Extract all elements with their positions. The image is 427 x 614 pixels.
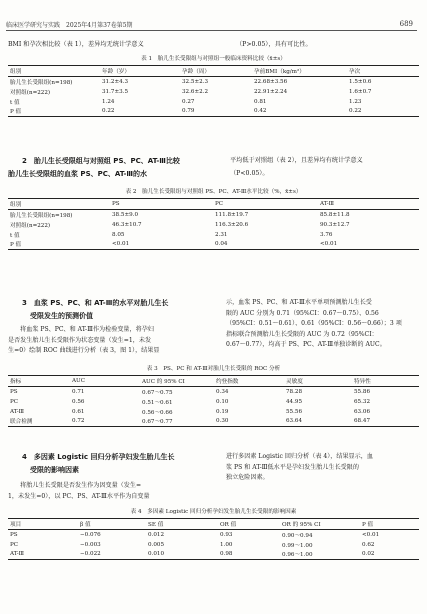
text-line: 浆 PS 和 AT-Ⅲ低水平是孕妇发生胎儿生长受限的 [226, 463, 359, 471]
page-number: 689 [399, 20, 413, 28]
table2 [8, 198, 419, 250]
table-cell: AT-Ⅲ [10, 408, 25, 415]
table-cell: 22.68±3.56 [254, 78, 288, 85]
table-cell: 90.3±12.7 [320, 221, 350, 228]
table-cell: <0.01 [318, 240, 419, 250]
table-cell: 0.72 [70, 417, 140, 427]
table-cell: 0.71 [72, 388, 85, 395]
table3-header: 约登指数 [214, 376, 284, 387]
table-row [8, 107, 419, 117]
table-cell: 0.19 [216, 408, 229, 415]
table-cell: 46.3±10.7 [112, 221, 142, 228]
table-row [8, 77, 419, 87]
table2-header: 组别 [8, 199, 110, 210]
section2-heading-line2: 胎儿生长受限组的血浆 PS、PC、AT-Ⅲ的水 [8, 170, 148, 178]
table-cell: −0.022 [78, 550, 146, 560]
table-cell: P 值 [8, 240, 110, 250]
table-row [8, 210, 419, 220]
table1 [8, 65, 419, 117]
table-cell: 1.00 [220, 541, 233, 548]
section3-heading-line1: 3 血浆 PS、PC、和 AT-Ⅲ的水平对胎儿生长 [22, 299, 169, 307]
text-line: 生=0）绘制 ROC 曲线进行分析（表 3，图 1），结果显 [8, 347, 160, 354]
table-cell: AT-Ⅲ [8, 550, 78, 560]
table-cell: 55.56 [286, 408, 303, 415]
table-cell: 0.99～1.00 [282, 542, 313, 549]
table-cell: 85.8±11.8 [320, 211, 350, 218]
table-cell: 对照组(n=222) [10, 89, 51, 96]
section4-right-text [226, 452, 373, 484]
table2-header: AT-Ⅲ [318, 199, 419, 210]
table-cell: 0.67～0.77 [140, 417, 214, 427]
table-row [8, 220, 419, 230]
table-row [8, 397, 419, 407]
table-cell: 0.67～0.75 [142, 389, 173, 396]
table2-header: PS [110, 199, 213, 210]
table-cell: 2.31 [215, 231, 228, 238]
table-row [8, 530, 419, 540]
table4-header: 项目 [8, 519, 78, 530]
section4-left-text [8, 481, 150, 502]
table1-header: 孕前BMI（kg/m²） [252, 66, 347, 77]
table-cell: 44.95 [286, 398, 303, 405]
table-cell: 0.62 [362, 541, 375, 548]
text-line: 指标联合预测胎儿生长受限的 AUC 为 0.72（95%CI： [226, 330, 378, 338]
text-line: 独立危险因素。 [226, 474, 269, 481]
table3-header: 指标 [8, 376, 70, 387]
section3-heading-line2: 受限发生的预测价值 [30, 312, 93, 320]
section4-heading-line1: 4 多因素 Logistic 回归分析孕妇发生胎儿生长 [22, 453, 175, 461]
table-cell: 0.81 [254, 98, 267, 105]
table-cell: 65.32 [354, 398, 371, 405]
table3-caption: 表 3 PS、PC 和 AT-Ⅲ对胎儿生长受限的 ROC 分析 [146, 366, 281, 372]
table3-header: 特异性 [352, 376, 419, 387]
table-cell: 0.010 [146, 550, 218, 560]
table-row [8, 230, 419, 240]
table-cell: 32.5±2.3 [182, 78, 209, 85]
table-row [8, 97, 419, 107]
table-cell: 0.012 [148, 531, 165, 538]
running-header [6, 20, 413, 30]
table-row [8, 540, 419, 550]
table3 [8, 375, 419, 427]
table-cell: 0.51～0.61 [142, 399, 173, 406]
table3-header: AUC 的 95% CI [140, 376, 214, 387]
table-cell: 63.06 [354, 408, 371, 415]
table4-header-row [8, 519, 419, 530]
table-cell: PS [10, 531, 18, 538]
table4-header: OR 值 [218, 519, 280, 530]
table-cell: PS [10, 388, 18, 395]
text-line: 限的 AUC 分别为 0.71（95%CI：0.67～0.75）、0.56 [226, 309, 379, 317]
table-cell: 31.7±3.5 [102, 88, 129, 95]
text-line: 将胎儿生长受限是否发生作为因变量（发生= [8, 482, 142, 489]
table-cell: 116.3±20.6 [215, 221, 249, 228]
table2-caption: 表 2 胎儿生长受限组与对照组 PS、PC、AT-Ⅲ水平比较（%，x̄±s） [125, 189, 302, 195]
section2-heading-line1: 2 胎儿生长受限组与对照组 PS、PC、AT-Ⅲ比较 [22, 157, 180, 165]
text-line: 进行多因素 Logistic 回归分析（表 4），结果显示，血 [226, 453, 373, 460]
section3-right-text [226, 298, 402, 351]
table4-header: P 值 [360, 519, 419, 530]
table-row [8, 407, 419, 417]
table-cell: 68.47 [352, 417, 419, 427]
table-cell: 0.79 [180, 107, 252, 117]
table2-header-row [8, 199, 419, 210]
table3-header: 灵敏度 [284, 376, 352, 387]
table-cell: 1.5±0.6 [349, 78, 372, 85]
table-row [8, 240, 419, 250]
table3-header-row [8, 376, 419, 387]
table-cell: 8.05 [112, 231, 125, 238]
table-cell: 0.98 [218, 550, 280, 560]
table-cell: 0.10 [216, 398, 229, 405]
table-cell: 0.90～0.94 [282, 532, 313, 539]
table-cell: 0.005 [148, 541, 165, 548]
table-cell: PC [10, 398, 19, 405]
table-cell: 55.86 [354, 388, 371, 395]
table-cell: 38.5±9.0 [112, 211, 139, 218]
table-cell: t 值 [10, 99, 20, 106]
text-line: 1，未发生=0），以 PC、PS、AT-Ⅲ水平作为自变量 [8, 492, 150, 500]
table-row [8, 417, 419, 427]
intro-line-left: BMI 和孕次相比较（表 1），差异均无统计学意义 [8, 41, 144, 48]
table-cell: P 值 [8, 107, 100, 117]
table-cell: 32.6±2.2 [182, 88, 209, 95]
text-line: 是否发生胎儿生长受限作为状态变量（发生=1，未发 [8, 336, 152, 344]
table-cell: PC [10, 541, 19, 548]
table4-header: β 值 [78, 519, 146, 530]
table-cell: 联合检测 [8, 417, 70, 427]
table-cell: 0.27 [182, 98, 195, 105]
table4 [8, 518, 419, 560]
table-cell: <0.01 [110, 240, 213, 250]
text-line: 示，血浆 PS、PC、和 AT-Ⅲ水平单项预测胎儿生长受 [226, 299, 372, 306]
table-cell: 0.02 [360, 550, 419, 560]
table-row [8, 550, 419, 560]
table1-header-row [8, 66, 419, 77]
table-cell: 对照组(n=222) [10, 222, 51, 229]
table3-header: AUC [70, 376, 140, 387]
header-rule [6, 30, 417, 31]
table-cell: 22.91±2.24 [254, 88, 288, 95]
table-cell: 胎儿生长受限组(n=198) [10, 79, 73, 86]
table-cell: 0.93 [220, 531, 233, 538]
table1-header: 孕次 [347, 66, 419, 77]
table-cell: 胎儿生长受限组(n=198) [10, 212, 73, 219]
table-cell: −0.003 [80, 541, 101, 548]
table1-header: 组别 [8, 66, 100, 77]
text-line: 将血浆 PS、PC、和 AT-Ⅲ作为检验变量，将孕妇 [8, 326, 154, 333]
table-cell: 1.23 [349, 98, 362, 105]
table-cell: 63.64 [284, 417, 352, 427]
section3-left-text [8, 325, 159, 357]
table4-caption: 表 4 多因素 Logistic 回归分析孕妇发生胎儿生长受限的影响因素 [130, 509, 297, 515]
table-cell: <0.01 [362, 531, 380, 538]
table-cell: 0.42 [252, 107, 347, 117]
table1-caption: 表 1 胎儿生长受限组与对照组一般临床资料比较（x̄±s） [141, 56, 286, 62]
table-cell: 0.04 [213, 240, 318, 250]
table-cell: 0.34 [216, 388, 229, 395]
section2-text-line2: （P<0.05）。 [230, 170, 269, 177]
table4-header: SE 值 [146, 519, 218, 530]
section2-text-line1: 平均低于对照组（表 2），且差异均有统计学意义 [230, 157, 363, 164]
table1-header: 孕龄（周） [180, 66, 252, 77]
table-cell: 31.2±4.3 [102, 78, 129, 85]
journal-name: 临床医学研究与实践 2025年4月第37卷第5期 [6, 22, 133, 29]
table2-header: PC [213, 199, 318, 210]
table1-header: 年龄（岁） [100, 66, 180, 77]
table-cell: 0.30 [214, 417, 284, 427]
table-cell: t 值 [10, 232, 20, 239]
text-line: （95%CI：0.51～0.61）、0.61（95%CI：0.56～0.66）；3 项 [226, 320, 402, 327]
table-cell: 111.8±19.7 [215, 211, 249, 218]
table-cell: 0.22 [100, 107, 180, 117]
table-cell: 1.6±0.7 [349, 88, 372, 95]
table-cell: 3.76 [320, 231, 333, 238]
table4-header: OR 的 95% CI [280, 519, 360, 530]
table-cell: 0.22 [347, 107, 419, 117]
intro-line-right: （P>0.05），具有可比性。 [236, 41, 312, 48]
section4-heading-line2: 受限的影响因素 [30, 466, 79, 474]
table-cell: 0.56～0.66 [142, 409, 173, 416]
table-row [8, 87, 419, 97]
table-cell: 0.61 [72, 408, 85, 415]
table-cell: 78.28 [286, 388, 303, 395]
table-cell: 0.56 [72, 398, 85, 405]
text-line: 0.67～0.77），均高于 PS、PC、AT-Ⅲ单独诊断的 AUC。 [226, 341, 386, 348]
table-row [8, 387, 419, 397]
table-cell: 1.24 [102, 98, 115, 105]
table-cell: −0.076 [80, 531, 101, 538]
table-cell: 0.96～1.00 [280, 550, 360, 560]
